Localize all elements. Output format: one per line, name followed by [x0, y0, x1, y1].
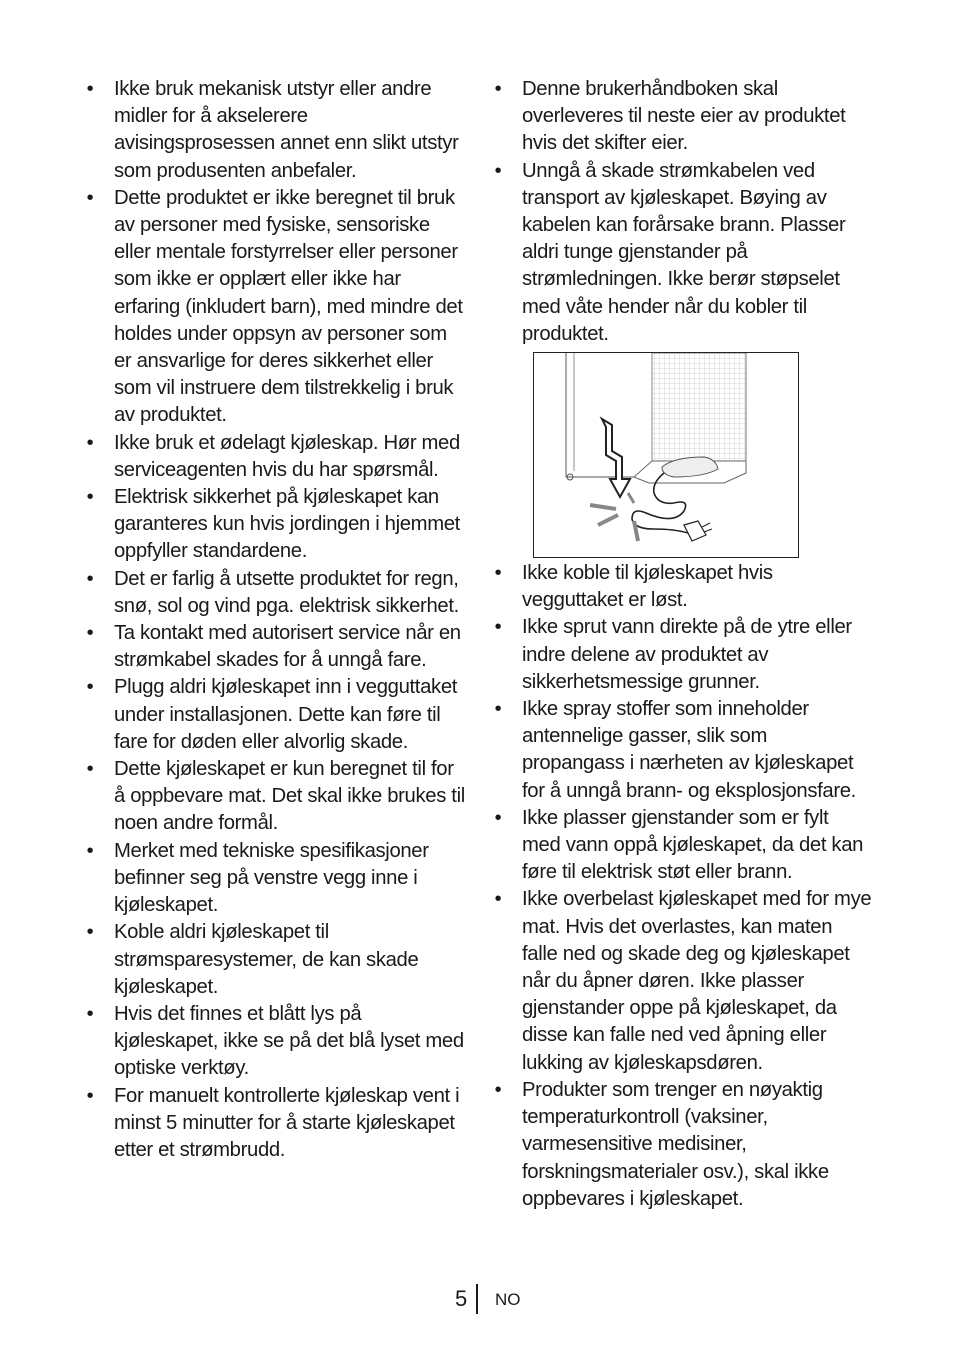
- list-item: • Merket med tekniske spesifikasjoner befinner seg på venstre vegg inne i kjøleskapet.: [84, 838, 469, 920]
- safety-list-right-bottom: [492, 560, 872, 1213]
- bullet-icon: •: [86, 622, 94, 645]
- list-item: • Produkter som trenger en nøyaktig temperaturkontroll (vaksiner, varmesensitive medisiner, forskningsmaterialer osv.), skal ikke oppbevares i kjøleskapet.: [492, 1077, 872, 1213]
- bullet-icon: •: [86, 186, 94, 209]
- list-item: • Ta kontakt med autorisert service når en strømkabel skades for å unngå fare.: [84, 620, 469, 674]
- list-item: • Denne brukerhåndboken skal overleveres til neste eier av produktet hvis det skifter eier.: [492, 76, 872, 158]
- safety-list-right-top: [492, 76, 872, 348]
- list-item: • Hvis det finnes et blått lys på kjøleskapet, ikke se på det blå lyset med optiske verktøy.: [84, 1001, 469, 1083]
- bullet-icon: •: [494, 616, 502, 639]
- list-item: • Ikke spray stoffer som inneholder antennelige gasser, slik som propangass i nærheten av kjøleskapet for å unngå brann- og eksplosjonsfare.: [492, 696, 872, 805]
- bullet-icon: •: [86, 758, 94, 781]
- list-item: • Elektrisk sikkerhet på kjøleskapet kan garanteres kun hvis jordingen i hjemmet oppfyller standardene.: [84, 484, 469, 566]
- page-footer: [0, 1284, 954, 1316]
- safety-list-left: [84, 76, 469, 1164]
- list-item: • Plugg aldri kjøleskapet inn i vegguttaket under installasjonen. Dette kan føre til fare for døden eller alvorlig skade.: [84, 674, 469, 756]
- list-item: • Koble aldri kjøleskapet til strømsparesystemer, de kan skade kjøleskapet.: [84, 919, 469, 1001]
- bullet-icon: •: [494, 888, 502, 911]
- footer-divider: [476, 1284, 478, 1314]
- list-item: • Ikke sprut vann direkte på de ytre eller indre delene av produktet av sikkerhetsmessige grunner.: [492, 614, 872, 696]
- bullet-icon: •: [86, 431, 94, 454]
- bullet-icon: •: [494, 1078, 502, 1101]
- language-code: NO: [495, 1290, 521, 1309]
- list-item: • Ikke bruk mekanisk utstyr eller andre midler for å akselerere avisingsprosessen annet enn slikt utstyr som produsenten anbefaler.: [84, 76, 469, 185]
- bullet-icon: •: [86, 921, 94, 944]
- bullet-icon: •: [494, 159, 502, 182]
- list-item: • For manuelt kontrollerte kjøleskap vent i minst 5 minutter for å starte kjøleskapet etter et strømbrudd.: [84, 1083, 469, 1165]
- bullet-icon: •: [494, 806, 502, 829]
- bullet-icon: •: [494, 78, 502, 100]
- bullet-icon: •: [86, 1084, 94, 1107]
- list-item: • Ikke overbelast kjøleskapet med for mye mat. Hvis det overlastes, kan maten falle ned og skade deg og kjøleskapet når du åpner døren. Ikke plasser gjenstander oppe på kjøleskapet, da disse kan falle ned ved åpning eller lukking av kjøleskapsdøren.: [492, 886, 872, 1076]
- bullet-icon: •: [494, 698, 502, 721]
- left-column: [84, 76, 469, 1164]
- list-item: • Unngå å skade strømkabelen ved transport av kjøleskapet. Bøying av kabelen kan forårsake brann. Plasser aldri tunge gjenstander på strømledningen. Ikke berør støpselet med våte hender når du kobler til produktet.: [492, 158, 872, 348]
- list-item: • Ikke koble til kjøleskapet hvis vegguttaket er løst.: [492, 560, 872, 614]
- bullet-icon: •: [86, 486, 94, 509]
- list-item: • Dette kjøleskapet er kun beregnet til for å oppbevare mat. Det skal ikke brukes til noen andre formål.: [84, 756, 469, 838]
- bullet-icon: •: [494, 562, 502, 585]
- list-item: • Det er farlig å utsette produktet for regn, snø, sol og vind pga. elektrisk sikkerhet.: [84, 566, 469, 620]
- page-number: 5: [455, 1286, 468, 1311]
- list-item: • Dette produktet er ikke beregnet til bruk av personer med fysiske, sensoriske eller mentale forstyrrelser eller personer som ikke er opplært eller ikke har erfaring (inkludert barn), med mindre det holdes under oppsyn av personer som er ansvarlige for deres sikkerhet eller som vil instruere dem tilstrekkelig i bruk av produktet.: [84, 185, 469, 430]
- list-item: • Ikke plasser gjenstander som er fylt med vann oppå kjøleskapet, da det kan føre til elektrisk støt eller brann.: [492, 805, 872, 887]
- power-cable-warning-icon: [533, 352, 799, 558]
- right-column: [492, 76, 872, 1213]
- fridge-cable-illustration: [534, 353, 798, 557]
- bullet-icon: •: [86, 839, 94, 862]
- bullet-icon: •: [86, 567, 94, 590]
- bullet-icon: •: [86, 1002, 94, 1025]
- bullet-icon: •: [86, 78, 94, 100]
- bullet-icon: •: [86, 676, 94, 699]
- list-item: • Ikke bruk et ødelagt kjøleskap. Hør med serviceagenten hvis du har spørsmål.: [84, 430, 469, 484]
